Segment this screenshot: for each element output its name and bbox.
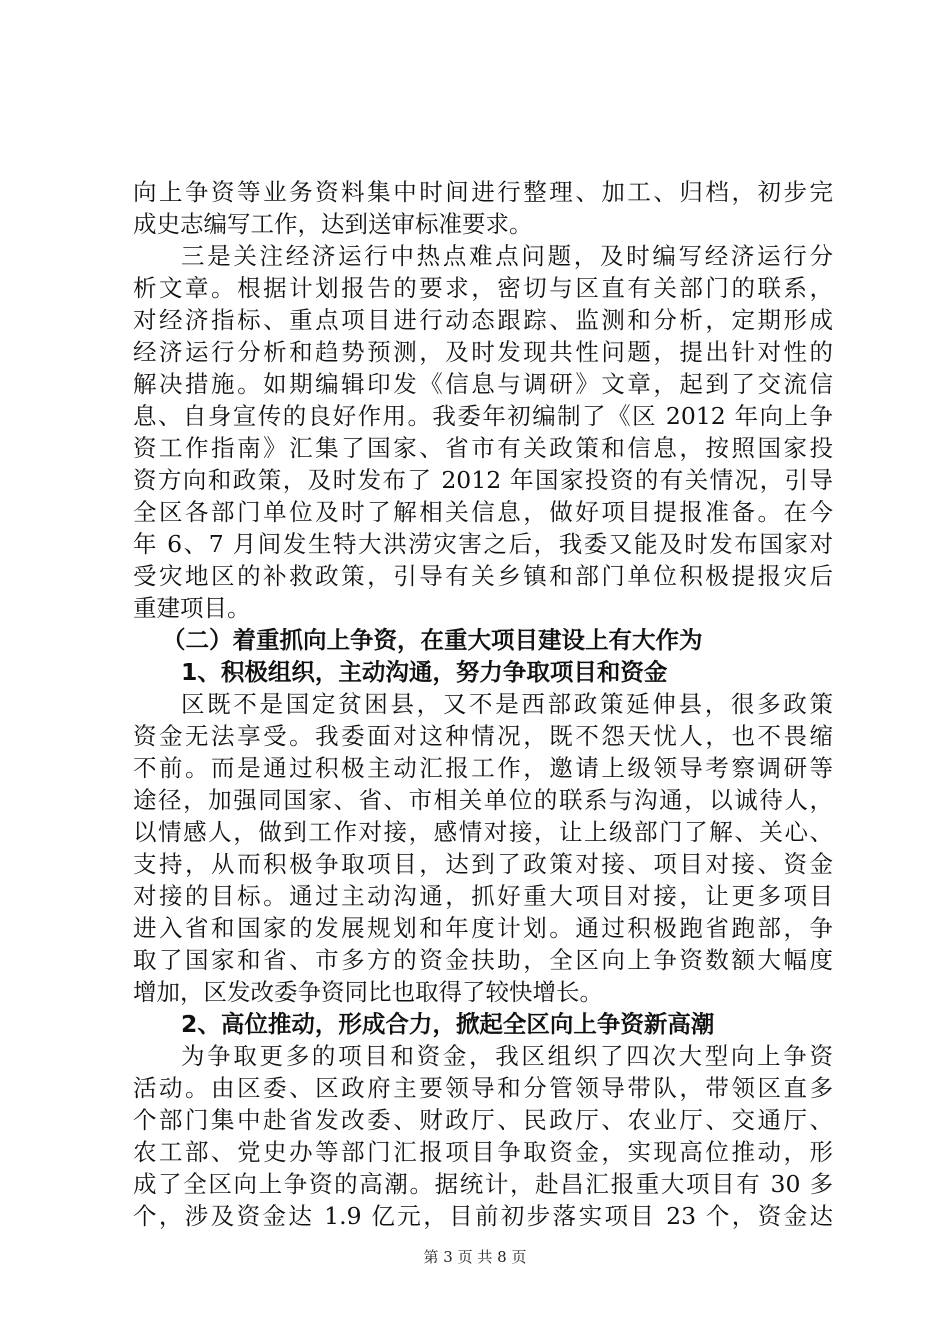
text-line: 重建项目。 [133, 594, 251, 622]
page-footer: 第 3 页 共 8 页 [423, 1248, 527, 1266]
text-line: 资方向和政策，及时发布了 2012 年国家投资的有关情况，引导 [133, 466, 833, 494]
text-line: 全区各部门单位及时了解相关信息，做好项目提报准备。在今 [133, 498, 833, 526]
text-line: 年 6、7 月间发生特大洪涝灾害之后，我委又能及时发布国家对 [133, 530, 833, 558]
text-line: 对经济指标、重点项目进行动态跟踪、监测和分析，定期形成 [133, 306, 833, 334]
text-line: 向上争资等业务资料集中时间进行整理、加工、归档，初步完 [133, 178, 833, 206]
text-line: 资工作指南》汇集了国家、省市有关政策和信息，按照国家投 [133, 434, 833, 462]
text-line: 成了全区向上争资的高潮。据统计，赴昌汇报重大项目有 30 多 [133, 1170, 833, 1198]
subsection-heading: 2、高位推动，形成合力，掀起全区向上争资新高潮 [181, 1010, 715, 1038]
text-line: 途径，加强同国家、省、市相关单位的联系与沟通，以诚待人， [133, 786, 833, 814]
text-line: 活动。由区委、区政府主要领导和分管领导带队，带领区直多 [133, 1074, 833, 1102]
text-line: 个，涉及资金达 1.9 亿元，目前初步落实项目 23 个，资金达 [133, 1202, 833, 1230]
text-line: 资金无法享受。我委面对这种情况，既不怨天忧人，也不畏缩 [133, 722, 833, 750]
text-line: 增加，区发改委争资同比也取得了较快增长。 [133, 978, 603, 1006]
subsection-heading: 1、积极组织，主动沟通，努力争取项目和资金 [181, 658, 668, 686]
text-line: 农工部、党史办等部门汇报项目争取资金，实现高位推动，形 [133, 1138, 833, 1166]
text-line: 对接的目标。通过主动沟通，抓好重大项目对接，让更多项目 [133, 882, 833, 910]
text-line: 不前。而是通过积极主动汇报工作，邀请上级领导考察调研等 [133, 754, 833, 782]
text-line: 析文章。根据计划报告的要求，密切与区直有关部门的联系， [133, 274, 833, 302]
text-line: 区既不是国定贫困县，又不是西部政策延伸县，很多政策 [181, 690, 833, 718]
text-line: 为争取更多的项目和资金，我区组织了四次大型向上争资 [181, 1042, 833, 1070]
text-line: 成史志编写工作，达到送审标准要求。 [133, 210, 533, 238]
text-line: 进入省和国家的发展规划和年度计划。通过积极跑省跑部，争 [133, 914, 833, 942]
text-line: 解决措施。如期编辑印发《信息与调研》文章，起到了交流信 [133, 370, 833, 398]
text-line: 经济运行分析和趋势预测，及时发现共性问题，提出针对性的 [133, 338, 833, 366]
text-line: 以情感人，做到工作对接，感情对接，让上级部门了解、关心、 [133, 818, 833, 846]
text-line: 个部门集中赴省发改委、财政厅、民政厅、农业厅、交通厅、 [133, 1106, 833, 1134]
text-line: 取了国家和省、市多方的资金扶助，全区向上争资数额大幅度 [133, 946, 833, 974]
text-line: 息、自身宣传的良好作用。我委年初编制了《区 2012 年向上争 [133, 402, 833, 430]
text-line: 三是关注经济运行中热点难点问题，及时编写经济运行分 [181, 242, 833, 270]
text-line: 支持，从而积极争取项目，达到了政策对接、项目对接、资金 [133, 850, 833, 878]
text-line: 受灾地区的补救政策，引导有关乡镇和部门单位积极提报灾后 [133, 562, 833, 590]
section-heading: （二）着重抓向上争资，在重大项目建设上有大作为 [162, 626, 703, 654]
